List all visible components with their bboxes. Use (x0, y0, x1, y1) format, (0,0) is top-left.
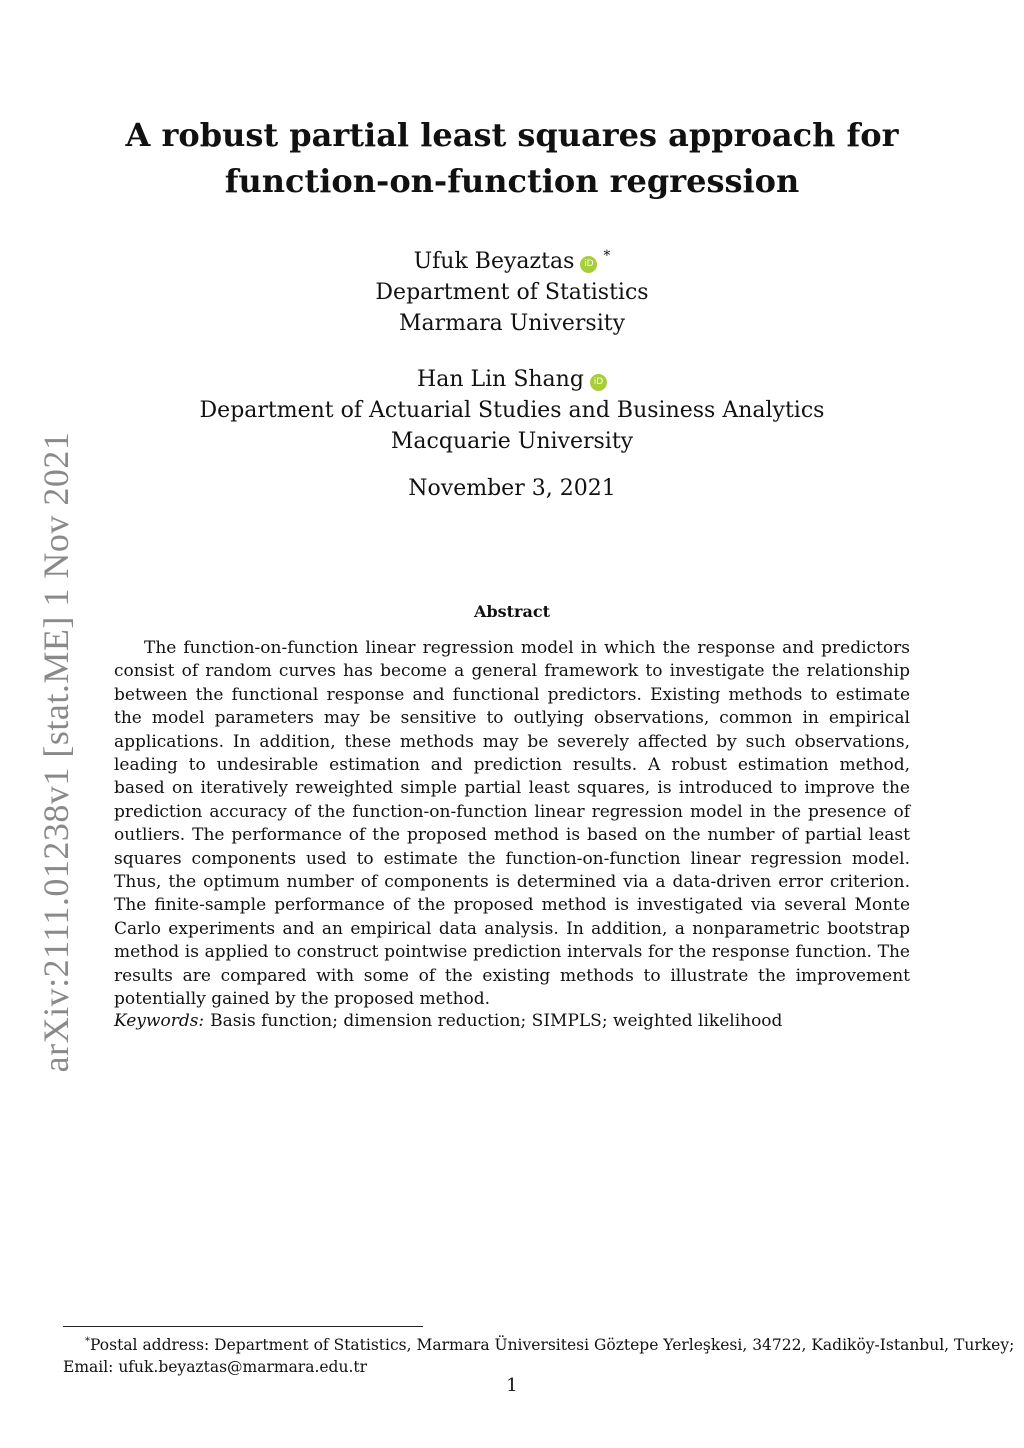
keywords-label: Keywords: (114, 1011, 205, 1031)
author-department: Department of Statistics (375, 280, 649, 305)
footnote-marker[interactable]: * (603, 248, 611, 264)
author-block-1 (0, 241, 1024, 339)
publication-date: November 3, 2021 (408, 476, 616, 501)
page-number: 1 (506, 1375, 518, 1396)
orcid-icon[interactable]: iD (590, 374, 607, 391)
author-institution: Macquarie University (390, 429, 634, 454)
paper-title (0, 112, 1024, 204)
author-department: Department of Actuarial Studies and Business Analytics (199, 398, 825, 423)
footnote-email[interactable]: Email: ufuk.beyaztas@marmara.edu.tr (63, 1358, 368, 1376)
author-institution: Marmara University (398, 311, 626, 336)
footnote-address-line (63, 1331, 1015, 1356)
footnote (63, 1331, 1015, 1378)
abstract-heading: Abstract (474, 602, 550, 621)
arxiv-identifier-stamp: arXiv:2111.01238v1 [stat.ME] 1 Nov 2021 (36, 431, 76, 1073)
author-name-line (0, 364, 1024, 395)
abstract-text: The function-on-function linear regression model in which the response and predictors consist of random curves has become a general framework to investigate the relationship between the functional response and functional predictors. Existing methods to estimate the model parameters may be sensitive to outlying observations, common in empirical applications. In addition, these methods may be severely affected by such observations, leading to undesirable estimation and prediction results. A robust estimation method, based on iteratively reweighted simple partial least squares, is introduced to improve the prediction accuracy of the function-on-function linear regression model in the presence of outliers. The performance of the proposed method is based on the number of partial least squares components used to estimate the function-on-function linear regression model. Thus, the optimum number of components is determined via a data-driven error criterion. The finite-sample performance of the proposed method is investigated via several Monte Carlo experiments and an empirical data analysis. In addition, a nonparametric bootstrap method is applied to construct pointwise prediction intervals for the response function. The results are compared with some of the existing methods to illustrate the improvement potentially gained by the proposed method. (114, 638, 910, 1010)
author-name: Ufuk Beyaztas (413, 249, 575, 274)
author-block-2 (0, 364, 1024, 457)
author-name: Han Lin Shang (417, 367, 584, 392)
footnote-mark: * (85, 1336, 90, 1347)
title-line-2: function-on-function regression (224, 162, 800, 200)
title-line-1: A robust partial least squares approach for (125, 116, 899, 154)
keywords-text: Basis function; dimension reduction; SIMPLS; weighted likelihood (210, 1011, 783, 1031)
footnote-divider (63, 1326, 423, 1327)
keywords-line (114, 1011, 910, 1031)
author-name-line (0, 241, 1024, 277)
orcid-icon[interactable]: iD (580, 256, 597, 273)
footnote-address: Postal address: Department of Statistics, Marmara Üniversitesi Göztepe Yerleşkesi, 34722, Kadiköy-Istanbul, Turkey; (90, 1336, 1015, 1354)
